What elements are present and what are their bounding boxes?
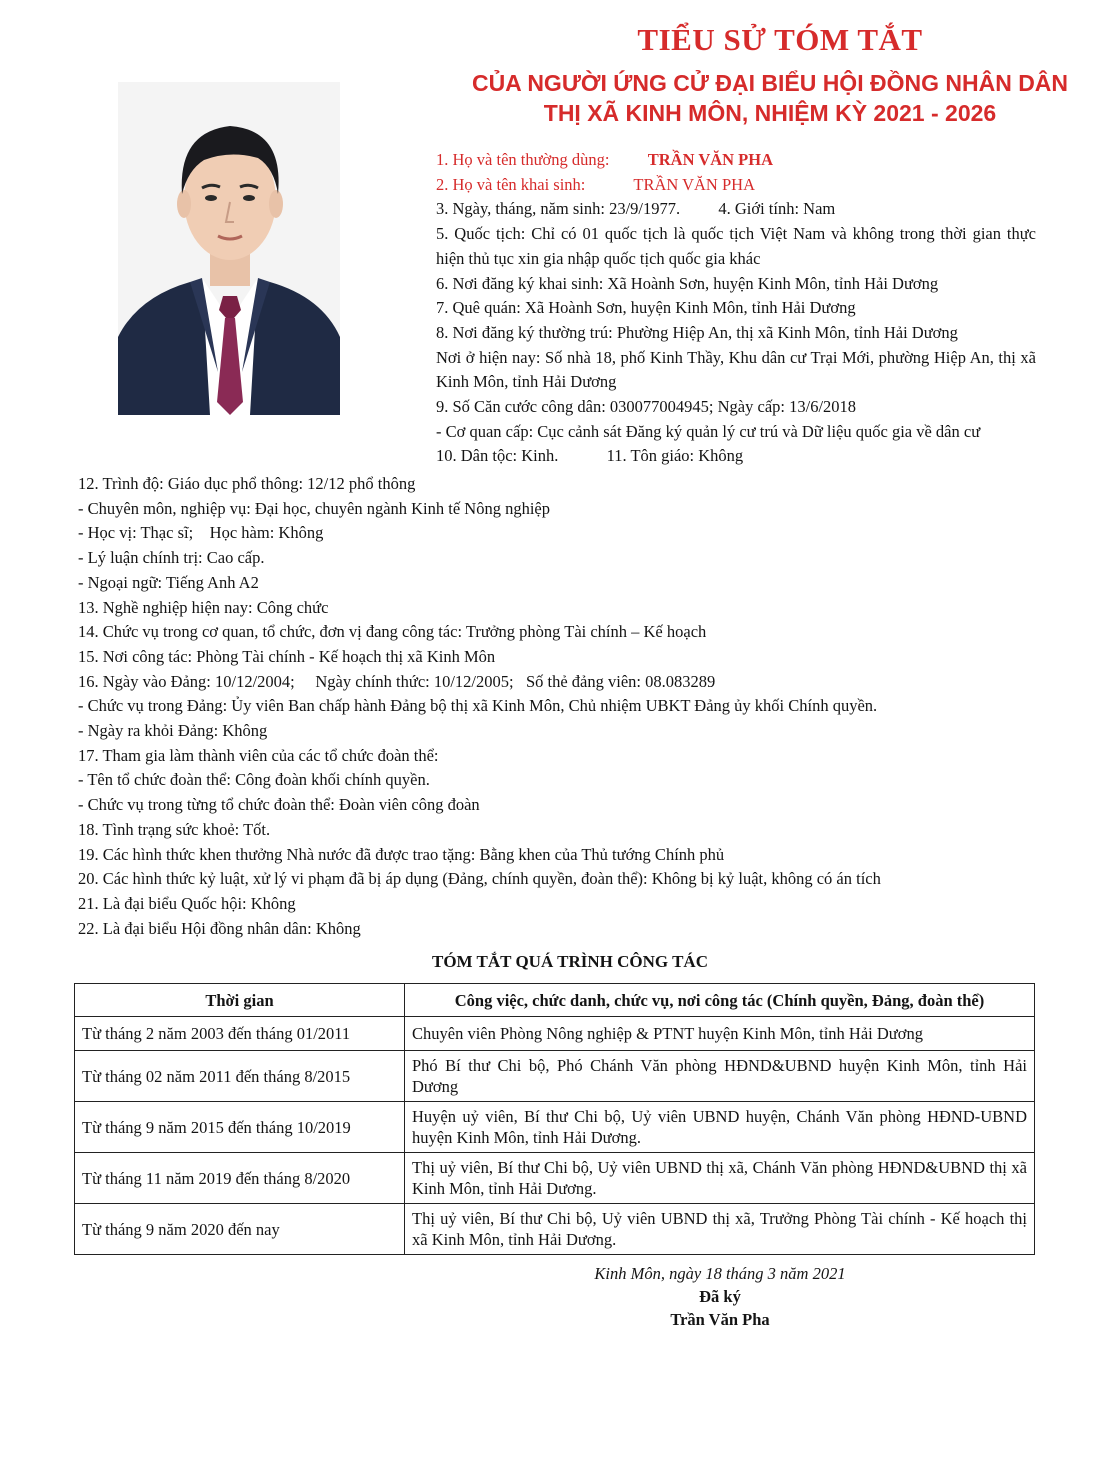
- table-row: [75, 1204, 1035, 1255]
- subtitle-line-1: CỦA NGƯỜI ỨNG CỬ ĐẠI BIỂU HỘI ĐỒNG NHÂN DÂN: [471, 70, 1069, 96]
- religion: 11. Tôn giáo: Không: [606, 446, 744, 466]
- table-cell-period: Từ tháng 11 năm 2019 đến tháng 8/2020: [75, 1153, 405, 1204]
- detail-line: 17. Tham gia làm thành viên của các tổ chức đoàn thể:: [78, 745, 439, 765]
- work-history-table: [74, 983, 1035, 1255]
- birth-name: TRẦN VĂN PHA: [633, 174, 755, 194]
- detail-line: 22. Là đại biểu Hội đồng nhân dân: Không: [78, 918, 361, 938]
- detail-line: 16. Ngày vào Đảng: 10/12/2004; Ngày chính thức: 10/12/2005; Số thẻ đảng viên: 08.083289: [78, 671, 716, 691]
- detail-line: 21. Là đại biểu Quốc hội: Không: [78, 893, 296, 913]
- gender: 4. Giới tính: Nam: [718, 199, 836, 219]
- dob-gender-row: [436, 197, 1036, 222]
- detail-line: 18. Tình trạng sức khoẻ: Tốt.: [78, 819, 271, 839]
- table-cell-position: Chuyên viên Phòng Nông nghiệp & PTNT huyện Kinh Môn, tỉnh Hải Dương: [405, 1017, 1035, 1051]
- column-header-time: Thời gian: [75, 984, 405, 1017]
- common-name-label: 1. Họ và tên thường dùng:: [436, 150, 610, 169]
- table-cell-period: Từ tháng 2 năm 2003 đến tháng 01/2011: [75, 1017, 405, 1051]
- table-cell-position: Phó Bí thư Chi bộ, Phó Chánh Văn phòng HĐND&UBND huyện Kinh Môn, tỉnh Hải Dương: [405, 1051, 1035, 1102]
- signature-date: Kinh Môn, ngày 18 tháng 3 năm 2021: [594, 1264, 846, 1283]
- ethnicity-religion-row: [436, 444, 1036, 469]
- table-row: [75, 1017, 1035, 1051]
- detail-line: - Tên tổ chức đoàn thể: Công đoàn khối chính quyền.: [78, 770, 430, 790]
- permanent-residence: 8. Nơi đăng ký thường trú: Phường Hiệp An, thị xã Kinh Môn, tỉnh Hải Dương: [436, 322, 958, 342]
- detail-line: - Lý luận chính trị: Cao cấp.: [78, 548, 265, 568]
- ethnicity: 10. Dân tộc: Kinh.: [436, 446, 559, 466]
- table-row: [75, 1102, 1035, 1153]
- current-address: Nơi ở hiện nay: Số nhà 18, phố Kinh Thầy, Khu dân cư Trại Mới, phường Hiệp An, thị xã Kinh Môn, tỉnh Hải Dương: [436, 347, 1036, 392]
- detail-line: 20. Các hình thức kỷ luật, xử lý vi phạm đã bị áp dụng (Đảng, chính quyền, đoàn thể): Không bị kỷ luật, không có án tích: [78, 869, 881, 889]
- id-issuer: - Cơ quan cấp: Cục cảnh sát Đăng ký quản lý cư trú và Dữ liệu quốc gia về dân cư: [436, 421, 981, 441]
- common-name: TRẦN VĂN PHA: [647, 150, 774, 169]
- hometown: 7. Quê quán: Xã Hoành Sơn, huyện Kinh Môn, tỉnh Hải Dương: [436, 298, 856, 318]
- document-title: TIỂU SỬ TÓM TẮT: [637, 22, 923, 57]
- subtitle-line-2: THỊ XÃ KINH MÔN, NHIỆM KỲ 2021 - 2026: [543, 100, 997, 126]
- detail-line: 12. Trình độ: Giáo dục phổ thông: 12/12 phổ thông: [78, 474, 416, 493]
- signer-name: Trần Văn Pha: [670, 1310, 770, 1329]
- id-card: 9. Số Căn cước công dân: 030077004945; Ngày cấp: 13/6/2018: [436, 397, 857, 417]
- table-cell-position: Thị uỷ viên, Bí thư Chi bộ, Uỷ viên UBND thị xã, Trưởng Phòng Tài chính - Kế hoạch thị xã Kinh Môn, tỉnh Hải Dương.: [405, 1204, 1035, 1255]
- detail-line: - Chức vụ trong từng tổ chức đoàn thể: Đoàn viên công đoàn: [78, 795, 480, 815]
- nationality: 5. Quốc tịch: Chỉ có 01 quốc tịch là quốc tịch Việt Nam và không trong thời gian thực hiện thủ tục xin gia nhập quốc tịch quốc gia khác: [436, 224, 1036, 268]
- detail-line: 15. Nơi công tác: Phòng Tài chính - Kế hoạch thị xã Kinh Môn: [78, 646, 496, 666]
- table-row: [75, 1153, 1035, 1204]
- table-cell-period: Từ tháng 9 năm 2015 đến tháng 10/2019: [75, 1102, 405, 1153]
- table-cell-period: Từ tháng 02 năm 2011 đến tháng 8/2015: [75, 1051, 405, 1102]
- detail-line: - Ngày ra khỏi Đảng: Không: [78, 721, 268, 741]
- table-header-row: [75, 984, 1035, 1017]
- detail-line: - Ngoại ngữ: Tiếng Anh A2: [78, 572, 259, 592]
- detail-line: - Chuyên môn, nghiệp vụ: Đại học, chuyên ngành Kinh tế Nông nghiệp: [78, 498, 550, 518]
- detail-list: [78, 472, 1058, 941]
- table-cell-period: Từ tháng 9 năm 2020 đến nay: [75, 1204, 405, 1255]
- detail-line: - Chức vụ trong Đảng: Ủy viên Ban chấp hành Đảng bộ thị xã Kinh Môn, Chủ nhiệm UBKT Đảng ủy khối Chính quyền.: [78, 696, 878, 716]
- work-history-title: TÓM TẮT QUÁ TRÌNH CÔNG TÁC: [432, 952, 708, 971]
- birth-name-label: 2. Họ và tên khai sinh:: [436, 174, 586, 194]
- birth-place: 6. Nơi đăng ký khai sinh: Xã Hoành Sơn, huyện Kinh Môn, tỉnh Hải Dương: [436, 273, 939, 293]
- table-cell-position: Huyện uỷ viên, Bí thư Chi bộ, Uỷ viên UBND huyện, Chánh Văn phòng HĐND-UBND huyện Kinh Môn, tỉnh Hải Dương.: [405, 1102, 1035, 1153]
- common-name-row: [436, 148, 1036, 173]
- table-cell-position: Thị uỷ viên, Bí thư Chi bộ, Uỷ viên UBND thị xã, Chánh Văn phòng HĐND&UBND thị xã Kinh Môn, tỉnh Hải Dương.: [405, 1153, 1035, 1204]
- candidate-portrait: [118, 82, 340, 415]
- personal-info: [436, 148, 1036, 469]
- detail-line: - Học vị: Thạc sĩ; Học hàm: Không: [78, 523, 324, 543]
- detail-line: 14. Chức vụ trong cơ quan, tổ chức, đơn vị đang công tác: Trưởng phòng Tài chính – Kế hoạch: [78, 622, 707, 642]
- detail-line: 19. Các hình thức khen thưởng Nhà nước đã được trao tặng: Bằng khen của Thủ tướng Chính phủ: [78, 844, 725, 864]
- signature-block: [560, 1262, 880, 1331]
- document-subtitle: [410, 68, 1109, 128]
- birth-name-row: [436, 173, 1036, 198]
- signed-note: Đã ký: [699, 1287, 741, 1306]
- dob: 3. Ngày, tháng, năm sinh: 23/9/1977.: [436, 199, 681, 219]
- column-header-position: Công việc, chức danh, chức vụ, nơi công tác (Chính quyền, Đảng, đoàn thể): [405, 984, 1035, 1017]
- detail-line: 13. Nghề nghiệp hiện nay: Công chức: [78, 597, 329, 617]
- table-row: [75, 1051, 1035, 1102]
